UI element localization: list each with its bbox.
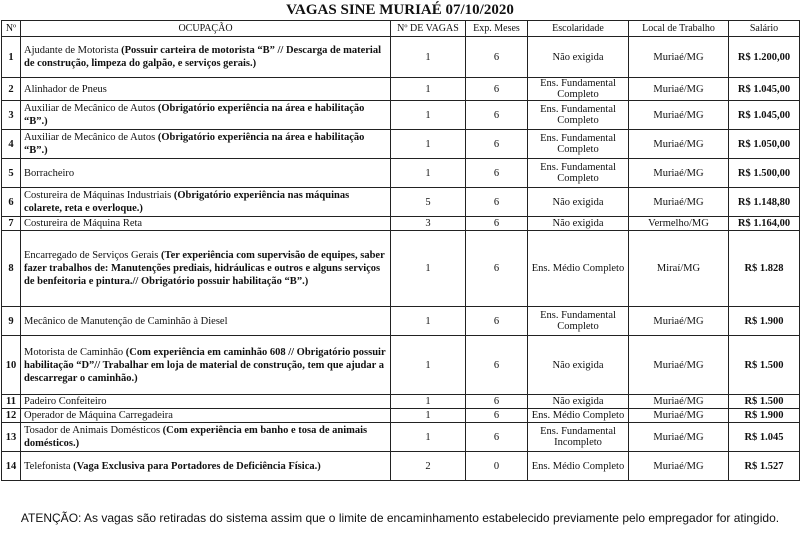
header-local: Local de Trabalho xyxy=(629,21,729,37)
occupation-cell xyxy=(21,217,391,231)
table-header-row xyxy=(2,21,800,37)
occupation-title: Motorista de Caminhão xyxy=(24,346,124,358)
vagas-cell: 5 xyxy=(391,188,466,217)
occupation-title: Costureira de Máquina Reta xyxy=(24,218,143,229)
salario-cell: R$ 1.500 xyxy=(729,395,800,409)
vagas-cell: 1 xyxy=(391,307,466,336)
escolaridade-cell: Não exigida xyxy=(528,217,629,231)
local-cell: Miraí/MG xyxy=(629,231,729,307)
exp-cell: 6 xyxy=(466,188,528,217)
occupation-cell xyxy=(21,409,391,423)
salario-cell: R$ 1.900 xyxy=(729,307,800,336)
occupation-title: Ajudante de Motorista xyxy=(24,45,119,56)
occupation-cell xyxy=(21,159,391,188)
row-number: 10 xyxy=(2,336,21,395)
occupation-title: Auxiliar de Mecânico de Autos xyxy=(24,103,156,114)
table-row xyxy=(2,101,800,130)
header-occupation: OCUPAÇÃO xyxy=(21,21,391,37)
salario-cell: R$ 1.164,00 xyxy=(729,217,800,231)
escolaridade-cell: Ens. Médio Completo xyxy=(528,409,629,423)
occupation-requirement: (Com experiência em caminhão 608 // Obrigatório possuir habilitação “D”// Trabalhar em loja de material de construção, tem que ajudar a descarregar o caminhão.) xyxy=(24,346,386,384)
exp-cell: 6 xyxy=(466,37,528,78)
escolaridade-cell: Ens. Médio Completo xyxy=(528,231,629,307)
occupation-requirement: (Obrigatório experiência na área e habilitação “B”.) xyxy=(24,132,365,156)
occupation-cell xyxy=(21,231,391,307)
local-cell: Muriaé/MG xyxy=(629,78,729,101)
row-number: 6 xyxy=(2,188,21,217)
occupation-requirement: (Possuir carteira de motorista “B” // Descarga de material de construção, limpeza do galpão, e serviços gerais.) xyxy=(24,45,382,69)
occupation-cell xyxy=(21,37,391,78)
table-row xyxy=(2,395,800,409)
vagas-cell: 1 xyxy=(391,78,466,101)
row-number: 12 xyxy=(2,409,21,423)
salario-cell: R$ 1.045,00 xyxy=(729,101,800,130)
occupation-cell xyxy=(21,188,391,217)
occupation-cell xyxy=(21,423,391,452)
exp-cell: 6 xyxy=(466,307,528,336)
exp-cell: 6 xyxy=(466,101,528,130)
salario-cell: R$ 1.050,00 xyxy=(729,130,800,159)
attention-note: ATENÇÃO: As vagas são retiradas do sistema assim que o limite de encaminhamento estabelecido previamente pelo empregador for atingido. xyxy=(20,511,780,525)
exp-cell: 6 xyxy=(466,78,528,101)
occupation-requirement: (Obrigatório experiência nas máquinas colarete, reta e overloque.) xyxy=(24,190,350,214)
occupation-title: Telefonista xyxy=(24,460,71,472)
vagas-cell: 1 xyxy=(391,231,466,307)
local-cell: Muriaé/MG xyxy=(629,423,729,452)
vagas-cell: 1 xyxy=(391,130,466,159)
escolaridade-cell: Ens. Fundamental Completo xyxy=(528,78,629,101)
row-number: 5 xyxy=(2,159,21,188)
table-row xyxy=(2,159,800,188)
escolaridade-cell: Não exigida xyxy=(528,336,629,395)
local-cell: Vermelho/MG xyxy=(629,217,729,231)
vagas-cell: 1 xyxy=(391,101,466,130)
escolaridade-cell: Ens. Fundamental Completo xyxy=(528,130,629,159)
occupation-cell xyxy=(21,307,391,336)
salario-cell: R$ 1.527 xyxy=(729,452,800,481)
local-cell: Muriaé/MG xyxy=(629,188,729,217)
header-exp: Exp. Meses xyxy=(466,21,528,37)
occupation-cell xyxy=(21,395,391,409)
header-salario: Salário xyxy=(729,21,800,37)
row-number: 3 xyxy=(2,101,21,130)
vagas-cell: 2 xyxy=(391,452,466,481)
occupation-title: Borracheiro xyxy=(24,167,75,179)
occupation-title: Auxiliar de Mecânico de Autos xyxy=(24,132,156,143)
salario-cell: R$ 1.148,80 xyxy=(729,188,800,217)
salario-cell: R$ 1.200,00 xyxy=(729,37,800,78)
exp-cell: 6 xyxy=(466,409,528,423)
escolaridade-cell: Ens. Fundamental Completo xyxy=(528,159,629,188)
local-cell: Muriaé/MG xyxy=(629,452,729,481)
header-escolaridade: Escolaridade xyxy=(528,21,629,37)
row-number: 4 xyxy=(2,130,21,159)
local-cell: Muriaé/MG xyxy=(629,409,729,423)
local-cell: Muriaé/MG xyxy=(629,395,729,409)
occupation-cell xyxy=(21,452,391,481)
local-cell: Muriaé/MG xyxy=(629,307,729,336)
vagas-cell: 1 xyxy=(391,409,466,423)
salario-cell: R$ 1.045 xyxy=(729,423,800,452)
escolaridade-cell: Ens. Fundamental Incompleto xyxy=(528,423,629,452)
exp-cell: 6 xyxy=(466,395,528,409)
local-cell: Muriaé/MG xyxy=(629,101,729,130)
occupation-cell xyxy=(21,101,391,130)
row-number: 7 xyxy=(2,217,21,231)
vagas-cell: 1 xyxy=(391,37,466,78)
table-row xyxy=(2,37,800,78)
escolaridade-cell: Não exigida xyxy=(528,188,629,217)
occupation-requirement: (Ter experiência com supervisão de equipes, saber fazer trabalhos de: Manutenções prediais, hidráulicas e outros e alguns serviços de benfeitoria e pintura.// Obrigatório possuir habilitação “B”.) xyxy=(24,250,385,287)
escolaridade-cell: Ens. Médio Completo xyxy=(528,452,629,481)
table-row xyxy=(2,409,800,423)
occupation-title: Costureira de Máquinas Industriais xyxy=(24,190,172,201)
occupation-title: Tosador de Animais Domésticos xyxy=(24,425,161,436)
table-row xyxy=(2,231,800,307)
header-vagas: Nº DE VAGAS xyxy=(391,21,466,37)
local-cell: Muriaé/MG xyxy=(629,130,729,159)
occupation-cell xyxy=(21,78,391,101)
vagas-cell: 1 xyxy=(391,336,466,395)
exp-cell: 0 xyxy=(466,452,528,481)
occupation-title: Alinhador de Pneus xyxy=(24,83,107,95)
local-cell: Muriaé/MG xyxy=(629,336,729,395)
occupation-title: Padeiro Confeiteiro xyxy=(24,396,107,407)
escolaridade-cell: Não exigida xyxy=(528,37,629,78)
row-number: 1 xyxy=(2,37,21,78)
job-table xyxy=(1,20,800,481)
table-row xyxy=(2,217,800,231)
table-row xyxy=(2,423,800,452)
occupation-requirement: (Com experiência em banho e tosa de animais domésticos.) xyxy=(24,425,368,449)
salario-cell: R$ 1.045,00 xyxy=(729,78,800,101)
escolaridade-cell: Ens. Fundamental Completo xyxy=(528,307,629,336)
table-row xyxy=(2,130,800,159)
vagas-cell: 1 xyxy=(391,159,466,188)
occupation-cell xyxy=(21,130,391,159)
local-cell: Muriaé/MG xyxy=(629,159,729,188)
occupation-requirement: (Vaga Exclusiva para Portadores de Deficiência Física.) xyxy=(73,460,321,472)
exp-cell: 6 xyxy=(466,336,528,395)
occupation-cell xyxy=(21,336,391,395)
exp-cell: 6 xyxy=(466,159,528,188)
exp-cell: 6 xyxy=(466,130,528,159)
row-number: 9 xyxy=(2,307,21,336)
exp-cell: 6 xyxy=(466,217,528,231)
salario-cell: R$ 1.500,00 xyxy=(729,159,800,188)
row-number: 14 xyxy=(2,452,21,481)
local-cell: Muriaé/MG xyxy=(629,37,729,78)
escolaridade-cell: Ens. Fundamental Completo xyxy=(528,101,629,130)
document-title: VAGAS SINE MURIAÉ 07/10/2020 xyxy=(286,2,514,18)
row-number: 13 xyxy=(2,423,21,452)
occupation-requirement: (Obrigatório experiência na área e habilitação “B”.) xyxy=(24,103,365,127)
salario-cell: R$ 1.828 xyxy=(729,231,800,307)
occupation-title: Encarregado de Serviços Gerais xyxy=(24,250,159,261)
occupation-title: Operador de Máquina Carregadeira xyxy=(24,410,173,421)
vagas-cell: 1 xyxy=(391,395,466,409)
exp-cell: 6 xyxy=(466,231,528,307)
table-row xyxy=(2,336,800,395)
row-number: 2 xyxy=(2,78,21,101)
exp-cell: 6 xyxy=(466,423,528,452)
table-row xyxy=(2,78,800,101)
occupation-title: Mecânico de Manutenção de Caminhão à Diesel xyxy=(24,315,228,327)
table-row xyxy=(2,307,800,336)
row-number: 11 xyxy=(2,395,21,409)
vagas-cell: 1 xyxy=(391,423,466,452)
salario-cell: R$ 1.900 xyxy=(729,409,800,423)
vagas-cell: 3 xyxy=(391,217,466,231)
table-row xyxy=(2,188,800,217)
header-num: Nº xyxy=(2,21,21,37)
row-number: 8 xyxy=(2,231,21,307)
salario-cell: R$ 1.500 xyxy=(729,336,800,395)
table-row xyxy=(2,452,800,481)
escolaridade-cell: Não exigida xyxy=(528,395,629,409)
